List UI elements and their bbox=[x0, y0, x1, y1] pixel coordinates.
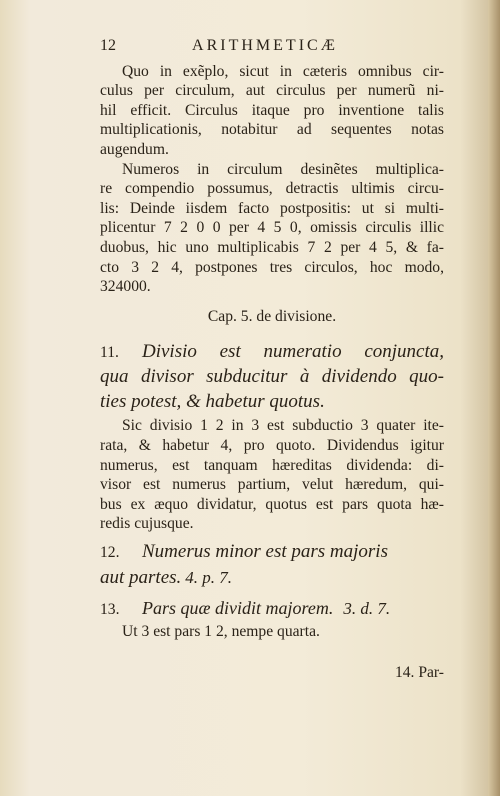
definition-number: 11. bbox=[100, 344, 119, 362]
chapter-heading: Cap. 5. de divisione. bbox=[207, 307, 337, 325]
definition-13 bbox=[100, 596, 444, 620]
definition-11 bbox=[100, 340, 444, 414]
text-line: rata, & habetur 4, pro quoto. Dividendus igitur bbox=[100, 436, 444, 454]
text-line: visor est numerus partium, velut hæredum, qui- bbox=[100, 476, 444, 494]
text-line: plicentur 7 2 0 0 per 4 5 0, omissis circulis illic bbox=[100, 219, 444, 237]
definition-line: Pars quæ dividit majorem. bbox=[142, 597, 334, 618]
paragraph-1 bbox=[100, 62, 444, 160]
text-line: cto 3 2 4, postpones tres circulos, hoc modo, bbox=[100, 258, 444, 276]
paragraph-3 bbox=[100, 416, 444, 534]
text-line: culus per circulum, aut circulus per numerũ ni- bbox=[100, 82, 444, 100]
catchword: 14. Par- bbox=[394, 664, 444, 681]
folio-number: 12 bbox=[100, 37, 116, 54]
text-line: Quo in exẽplo, sicut in cæteris omnibus cir- bbox=[122, 62, 444, 80]
text-line: re compendio possumus, detractis ultimis circu- bbox=[100, 180, 444, 198]
text-block bbox=[100, 36, 444, 641]
definition-line: aut partes. bbox=[100, 566, 182, 588]
definition-12 bbox=[100, 540, 444, 592]
text-line: Numeros in circulum desinẽtes multiplica- bbox=[122, 160, 444, 178]
running-header bbox=[100, 36, 444, 56]
text-line: lis: Deinde iisdem facto postpositis: ut si multi- bbox=[100, 199, 444, 217]
definition-reference: 3. d. 7. bbox=[343, 598, 391, 618]
example-line: Ut 3 est pars 1 2, nempe quarta. bbox=[122, 622, 320, 640]
running-title: ARITHMETICÆ bbox=[192, 37, 338, 54]
definition-line: qua divisor subducitur à dividendo quo- bbox=[100, 366, 444, 388]
text-line: redis cujusque. bbox=[100, 515, 194, 533]
text-line: bus ex æquo dividatur, quotus est pars quota hæ- bbox=[100, 495, 444, 513]
definition-number: 13. bbox=[100, 600, 120, 618]
text-line: multiplicationis, notabitur ad sequentes notas bbox=[100, 121, 444, 139]
definition-line: Numerus minor est pars majoris bbox=[142, 540, 388, 562]
text-line: 324000. bbox=[100, 278, 151, 296]
text-line: hil efficit. Circulus itaque pro inventione talis bbox=[100, 101, 444, 119]
text-line: Sic divisio 1 2 in 3 est subductio 3 quater ite- bbox=[122, 417, 444, 435]
page-gutter-shadow bbox=[488, 0, 500, 796]
definition-number: 12. bbox=[100, 543, 120, 561]
text-line: duobus, hic uno multiplicabis 7 2 per 4 5, & fa- bbox=[100, 238, 444, 256]
definition-line: Divisio est numeratio conjuncta, bbox=[142, 341, 444, 363]
definition-line: ties potest, & habetur quotus. bbox=[100, 391, 325, 413]
text-line: augendum. bbox=[100, 140, 169, 158]
paragraph-2 bbox=[100, 160, 444, 297]
definition-reference: 4. p. 7. bbox=[185, 567, 232, 587]
text-line: numerus, est tanquam hæreditas dividenda: di- bbox=[100, 456, 444, 474]
